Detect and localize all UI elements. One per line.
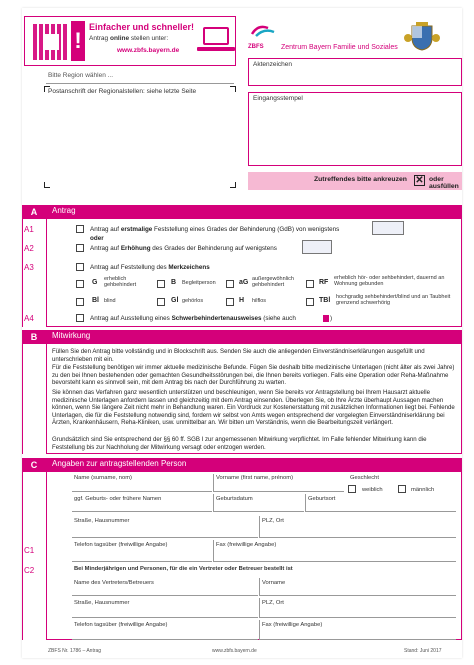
- section-b-header: [46, 330, 462, 344]
- merkzeichen-rf-code: RF: [319, 279, 329, 286]
- a4-label: A4: [24, 314, 34, 323]
- address-corner-bl: [44, 182, 50, 188]
- vertreter-vorname-label: Vorname: [262, 580, 286, 586]
- laptop-icon: [203, 27, 229, 45]
- c2-label: C2: [24, 566, 35, 575]
- online-promo-box[interactable]: [24, 16, 236, 66]
- telefon2-input[interactable]: [72, 620, 258, 640]
- a1-text: Antrag auf erstmalige Feststellung eines Grades der Behinderung (GdB) von wenigstens: [90, 226, 340, 233]
- section-b-left-column: [22, 344, 46, 454]
- footer-url: www.zbfs.bayern.de: [212, 648, 257, 654]
- info-marker-icon: [323, 315, 329, 322]
- section-a-left-column: [22, 219, 46, 327]
- address-corner-tr: [230, 86, 236, 92]
- a3-checkbox[interactable]: [76, 263, 84, 271]
- instruction-text-post: oder ausfüllen: [429, 176, 459, 190]
- merkzeichen-h-checkbox[interactable]: [226, 298, 234, 306]
- section-a-title: Antrag: [52, 206, 76, 215]
- section-b-letter: B: [22, 330, 46, 344]
- section-b-paragraph-4: Grundsätzlich sind Sie entsprechend der §§ 60 ff. SGB I zur angemessenen Mitwirkung verpflichtet. Im Falle fehlender Mitwirkung kann die Feststellung bis zur Nachholung der Mitwirkung versagt oder entzogen werden.: [52, 436, 427, 451]
- merkzeichen-tbl-desc: hochgradig sehbehindert/blind und an Taubheit grenzend schwerhörig: [336, 294, 451, 306]
- laptop-base-icon: [197, 47, 235, 51]
- section-c-header: [46, 458, 462, 472]
- a4-text-close: ): [330, 315, 333, 322]
- name-input[interactable]: [72, 474, 212, 492]
- c1-label: C1: [24, 546, 35, 555]
- fax2-label: Fax (freiwillige Angabe): [262, 622, 323, 628]
- merkzeichen-gl-desc: gehörlos: [182, 298, 204, 304]
- section-a-frame: [46, 219, 462, 327]
- address-corner-br: [230, 182, 236, 188]
- telefon-input[interactable]: [72, 540, 212, 562]
- vertreter-vorname-input[interactable]: [260, 578, 456, 596]
- fax-input[interactable]: [214, 540, 456, 562]
- section-c-letter: C: [22, 458, 46, 472]
- a1-gdb-input[interactable]: [372, 221, 404, 235]
- plz2-label: PLZ, Ort: [262, 600, 284, 606]
- fax2-input[interactable]: [260, 620, 456, 640]
- section-b-title: Mitwirkung: [52, 331, 91, 340]
- a2-checkbox[interactable]: [76, 244, 84, 252]
- address-note: Postanschrift der Regionalstellen: siehe letzte Seite: [48, 88, 197, 95]
- merkzeichen-rf-desc: erheblich hör- oder sehbehindert, dauernd an Wohnung gebunden: [334, 275, 445, 287]
- plz2-input[interactable]: [260, 598, 456, 618]
- strasse2-input[interactable]: [72, 598, 258, 618]
- section-b-paragraph-3: Sie können das Verfahren ganz wesentlich unterstützen und beschleunigen, wenn Sie bereits vor Antragstellung bei Ihrem Hausarzt aktuelle medizinische Unterlagen anfordern lassen und gleichzeitig mit dem Antrag einsenden. Überlegen Sie, ob Ihre Ärzte überhaupt Aussagen machen können, wenn Sie längere Zeit nicht mehr in Behandlung waren. Ein Vordruck zur Kostenerstattung mit zusätzlichen Informationen liegt bei. Fehlende Unterlagen, die für die Feststellung notwendig sind, fordern wir selbst von Amts wegen entsprechend der vorgelegten Einverständniserklärung bei Ärzten, Krankenhäusern, Reha-Kliniken, usw. unmittelbar an. Wir bitten um Verständnis, wenn die Bearbeitungszeit verlängert.: [52, 389, 455, 427]
- a1-oder: oder: [90, 235, 104, 242]
- merkzeichen-b-desc: Begleitperson: [182, 280, 216, 286]
- eingangsstempel-label: Eingangsstempel: [253, 95, 303, 102]
- weiblich-label: weiblich: [362, 487, 383, 493]
- a4-checkbox[interactable]: [76, 314, 84, 322]
- maennlich-label: männlich: [411, 487, 435, 493]
- a3-label: A3: [24, 263, 34, 272]
- fax-label: Fax (freiwillige Angabe): [216, 542, 277, 548]
- footer-version: Stand: Juni 2017: [404, 648, 442, 654]
- geburtsname-label: ggf. Geburts- oder frühere Namen: [74, 496, 162, 502]
- exclamation-icon: !: [71, 21, 85, 61]
- merkzeichen-gl-code: Gl: [171, 297, 179, 304]
- address-corner-tl: [44, 86, 50, 92]
- maennlich-checkbox[interactable]: [398, 485, 406, 493]
- merkzeichen-gl-checkbox[interactable]: [157, 298, 165, 306]
- bavaria-coat-of-arms-icon: [404, 22, 440, 52]
- telefon-label: Telefon tagsüber (freiwillige Angabe): [74, 542, 168, 548]
- merkzeichen-tbl-checkbox[interactable]: [306, 298, 314, 306]
- zbfs-logo-icon: [250, 24, 276, 38]
- section-a-header: [46, 205, 462, 219]
- aktenzeichen-label: Aktenzeichen: [253, 61, 293, 68]
- plz-label: PLZ, Ort: [262, 518, 284, 524]
- section-c-left-column: [22, 472, 46, 640]
- a2-text: Antrag auf Erhöhung des Grades der Behinderung auf wenigstens: [90, 245, 277, 252]
- a1-checkbox[interactable]: [76, 225, 84, 233]
- region-placeholder[interactable]: Bitte Region wählen ...: [48, 72, 114, 79]
- merkzeichen-ag-desc: außergewöhnlich gehbehindert: [252, 276, 294, 288]
- section-c-title: Angaben zur antragstellenden Person: [52, 459, 187, 468]
- weiblich-checkbox[interactable]: [348, 485, 356, 493]
- vorname-label: Vorname (first name, prénom): [216, 475, 293, 481]
- section-a-letter: A: [22, 205, 46, 219]
- promo-url-link[interactable]: www.zbfs.bayern.de: [117, 47, 180, 54]
- merkzeichen-ag-checkbox[interactable]: [226, 280, 234, 288]
- a4-text: Antrag auf Ausstellung eines Schwerbehindertenausweises (siehe auch: [90, 315, 296, 322]
- org-name: Zentrum Bayern Familie und Soziales: [281, 44, 398, 51]
- vorname-input[interactable]: [214, 474, 344, 492]
- cross-checkbox-icon: ✕: [415, 175, 424, 186]
- vertreter-label: Name des Vertreters/Betreuers: [74, 580, 154, 586]
- merkzeichen-g-code: G: [92, 279, 98, 286]
- merkzeichen-h-desc: hilflos: [252, 298, 267, 304]
- a3-text: Antrag auf Feststellung des Merkzeichens: [90, 264, 210, 271]
- telefon2-label: Telefon tagsüber (freiwillige Angabe): [74, 622, 168, 628]
- vertreter-input[interactable]: [72, 578, 258, 596]
- merkzeichen-tbl-code: TBl: [319, 297, 331, 304]
- strasse-input[interactable]: [72, 516, 258, 538]
- zbfs-abbr: ZBFS: [248, 44, 264, 50]
- merkzeichen-h-code: H: [239, 297, 245, 304]
- merkzeichen-g-checkbox[interactable]: [76, 280, 84, 288]
- a2-gdb-input[interactable]: [302, 240, 332, 254]
- eingangsstempel-field: [248, 92, 462, 166]
- instruction-banner: [248, 172, 462, 190]
- name-label: Name (surname, nom): [74, 475, 132, 481]
- geburtsort-label: Geburtsort: [308, 496, 336, 502]
- geschlecht-label: Geschlecht: [350, 475, 379, 481]
- merkzeichen-bl-desc: blind: [104, 298, 116, 304]
- c2-heading: Bei Minderjährigen und Personen, für die ein Vertreter oder Betreuer bestellt ist: [74, 566, 293, 572]
- promo-text: Antrag online stellen unter:: [89, 35, 169, 42]
- geburtsort-input[interactable]: [306, 494, 456, 512]
- aktenzeichen-field[interactable]: [248, 58, 462, 86]
- merkzeichen-bl-checkbox[interactable]: [76, 298, 84, 306]
- a1-label: A1: [24, 225, 34, 234]
- a2-label: A2: [24, 244, 34, 253]
- section-b-paragraph-1: Füllen Sie den Antrag bitte vollständig und in Blockschrift aus. Senden Sie auch die anliegenden Einverständniserklärungen ausgefüllt und unterschrieben mit ein.: [52, 348, 425, 363]
- plz-input[interactable]: [260, 516, 456, 538]
- geburtsdatum-label: Geburtsdatum: [216, 496, 253, 502]
- strasse2-label: Straße, Hausnummer: [74, 600, 130, 606]
- geburtsname-input[interactable]: [72, 494, 212, 512]
- merkzeichen-g-desc: erheblich gehbehindert: [104, 276, 137, 288]
- merkzeichen-b-checkbox[interactable]: [157, 280, 165, 288]
- promo-headline: Einfacher und schneller!: [89, 22, 195, 32]
- merkzeichen-ag-code: aG: [239, 279, 249, 286]
- merkzeichen-bl-code: Bl: [92, 297, 99, 304]
- instruction-text-pre: Zutreffendes bitte ankreuzen: [314, 176, 407, 183]
- merkzeichen-b-code: B: [171, 279, 177, 286]
- geburtsdatum-input[interactable]: [214, 494, 304, 512]
- section-b-paragraph-2: Für die Feststellung benötigen wir immer aktuelle medizinische Befunde. Fügen Sie deshalb bitte medizinische Unterlagen (nicht älter als zwei Jahre) zu den bei Ihnen bestehenden oder gemachten Gesundheitsstörungen bei, die Ihnen bereits vorliegen. Falls eine Operation oder Reha-Maßnahme bevorsteht kann es sinnvoll sein, mit dem Antrag bis nach der Durchführung zu warten.: [52, 364, 455, 387]
- footer-form-number: ZBFS Nr. 1786 – Antrag: [48, 648, 102, 654]
- qr-code-icon: [33, 24, 69, 60]
- merkzeichen-rf-checkbox[interactable]: [306, 280, 314, 288]
- strasse-label: Straße, Hausnummer: [74, 518, 130, 524]
